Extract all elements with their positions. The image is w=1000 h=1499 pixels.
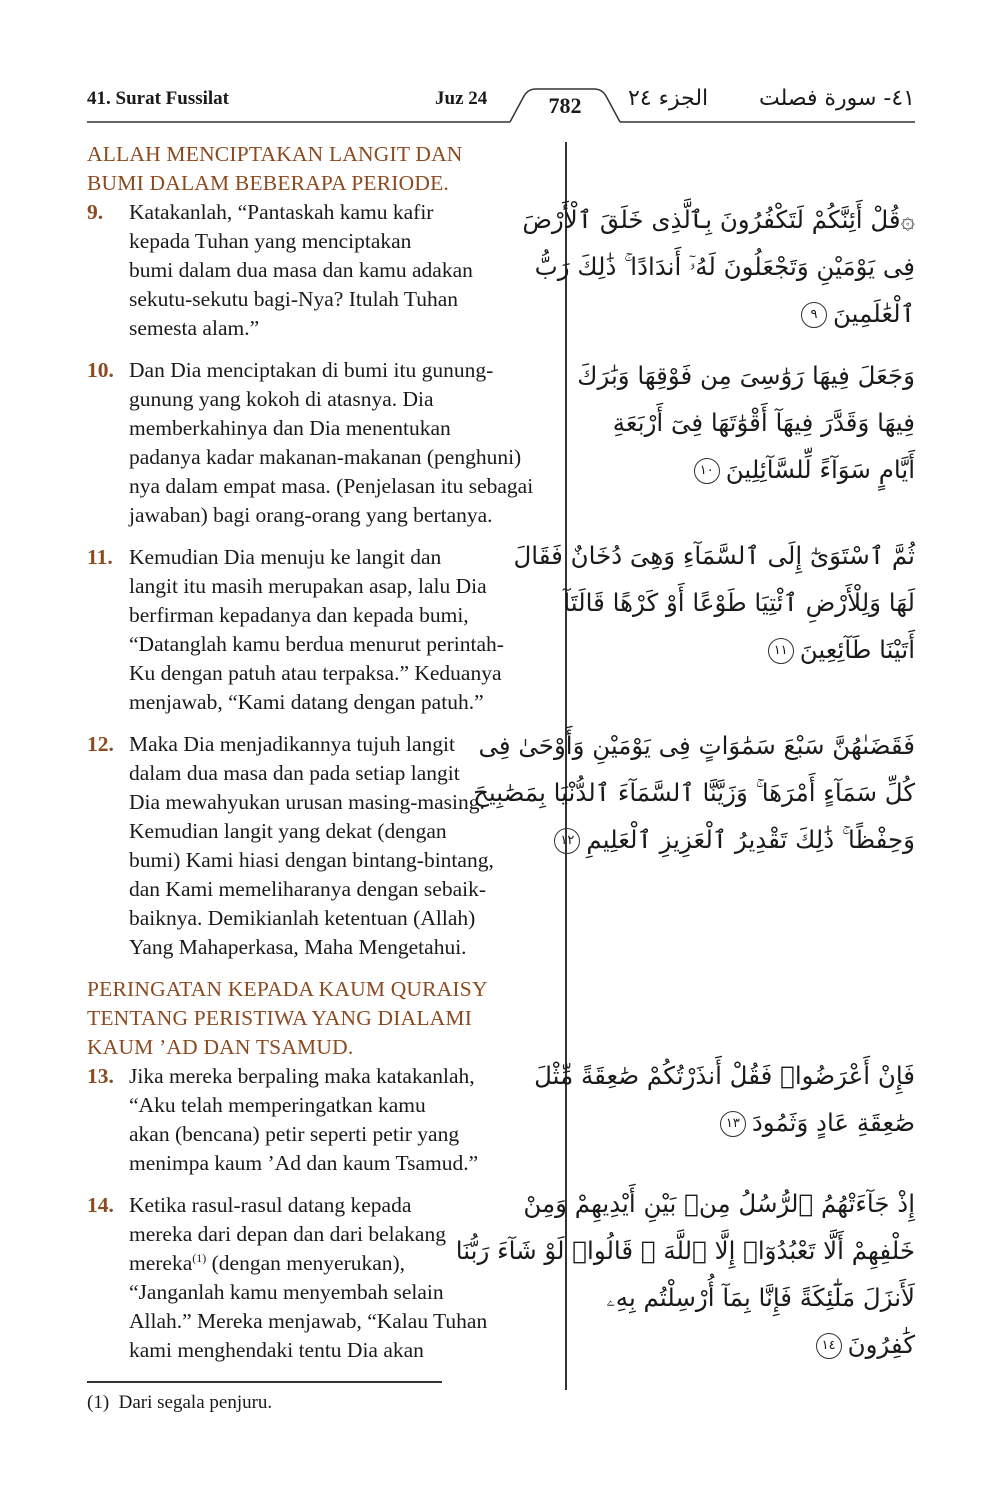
page-header <box>0 0 1000 140</box>
verse-text: Kemudian Dia menuju ke langit dan langit itu masih merupakan asap, lalu Dia berfirman kepadanya dan kepada bumi, “Datanglah kamu berdua menurut perintah- Ku dengan patuh atau terpaksa.” Keduanya menjawab, “Kami datang dengan patuh.” <box>129 545 504 714</box>
juz-label: Juz 24 <box>435 88 488 109</box>
verse-number: 10. <box>87 358 114 382</box>
arabic-verse-13: فَإِنْ أَعْرَضُوا۟ فَقُلْ أَنذَرْتُكُمْ صَٰعِقَةً مِّثْلَ صَٰعِقَةِ عَادٍ وَثَمُودَ١٣ <box>534 1061 915 1137</box>
ayah-end-mark: ١٣ <box>720 1111 746 1137</box>
ayah-end-mark: ١٢ <box>554 828 580 854</box>
verse-11 <box>87 543 557 717</box>
arabic-verse-11: ثُمَّ ٱسْتَوَىٰٓ إِلَى ٱلسَّمَآءِ وَهِىَ دُخَانٌ فَقَالَ لَهَا وَلِلْأَرْضِ ٱئْتِيَا طَوْعًا أَوْ كَرْهًا قَالَتَآ أَتَيْنَا طَآئِعِينَ١١ <box>513 541 915 664</box>
verse-text: Ketika rasul-rasul datang kepada mereka dari depan dan dari belakang mereka$^{(1)}$ (dengan menyerukan), “Janganlah kamu menyembah selain Allah.” Mereka menjawab, “Kalau Tuhan kami menghendaki tentu Dia akan <box>129 1193 488 1362</box>
verse-13 <box>87 1062 557 1178</box>
verse-14 <box>87 1191 557 1365</box>
header-rule <box>0 0 1000 140</box>
ayah-end-mark: ١١ <box>768 638 794 664</box>
section-heading: ALLAH MENCIPTAKAN LANGIT DAN BUMI DALAM BEBERAPA PERIODE. <box>87 142 463 195</box>
page-number: 782 <box>548 93 582 118</box>
surah-title: 41. Surat Fussilat <box>87 88 229 109</box>
ayah-end-mark: ٩ <box>801 302 827 328</box>
verse-number: 9. <box>87 200 104 224</box>
ayah-end-mark: ١٤ <box>816 1333 842 1359</box>
arabic-verse-10: وَجَعَلَ فِيهَا رَوَٰسِىَ مِن فَوْقِهَا وَبَٰرَكَ فِيهَا وَقَدَّرَ فِيهَآ أَقْوَٰتَهَا فِىٓ أَرْبَعَةِ أَيَّامٍ سَوَآءً لِّلسَّآئِلِينَ١٠ <box>577 361 915 484</box>
section-heading: PERINGATAN KEPADA KAUM QURAISY TENTANG PERISTIWA YANG DIALAMI KAUM ’AD DAN TSAMUD. <box>87 977 488 1059</box>
verse-text: Dan Dia menciptakan di bumi itu gunung- gunung yang kokoh di atasnya. Dia memberkahinya dan Dia menentukan padanya kadar makanan-makanan (penghuni) nya dalam empat masa. (Penjelasan itu sebagai jawaban) bagi orang-orang yang bertanya. <box>129 358 534 527</box>
verse-number: 11. <box>87 545 113 569</box>
verse-text: Katakanlah, “Pantaskah kamu kafir kepada Tuhan yang menciptakan bumi dalam dua masa dan kamu adakan sekutu-sekutu bagi-Nya? Itulah Tuhan semesta alam.” <box>129 200 473 340</box>
arabic-verse-14: إِذْ جَآءَتْهُمُ ٱلرُّسُلُ مِنۢ بَيْنِ أَيْدِيهِمْ وَمِنْ خَلْفِهِمْ أَلَّا تَعْبُدُوٓا۟ إِلَّا ٱللَّهَ ۖ قَالُوا۟ لَوْ شَآءَ رَبُّنَا لَأَنزَلَ مَلَٰٓئِكَةً فَإِنَّا بِمَآ أُرْسِلْتُم بِهِۦ كَٰفِرُونَ١٤ <box>455 1189 915 1359</box>
footnote-ref[interactable]: (1) <box>192 1250 207 1265</box>
juz-label-arabic: الجزء ٢٤ <box>628 86 709 111</box>
surah-title-arabic: ٤١- سورة فصلت <box>759 86 915 111</box>
footnote-text: Dari segala penjuru. <box>118 1392 273 1413</box>
ayah-end-mark: ١٠ <box>694 458 720 484</box>
verse-number: 13. <box>87 1064 114 1088</box>
footnote-rule <box>87 1381 442 1383</box>
verse-text: Maka Dia menjadikannya tujuh langit dalam dua masa dan pada setiap langit Dia mewahyukan urusan masing-masing. Kemudian langit yang dekat (dengan bumi) Kami hiasi dengan bintang-bintang, dan Kami memeliharanya dengan sebaik- baiknya. Demikianlah ketentuan (Allah) Yang Mahaperkasa, Maha Mengetahui. <box>129 732 494 959</box>
arabic-verse-9: ۞قُلْ أَئِنَّكُمْ لَتَكْفُرُونَ بِٱلَّذِى خَلَقَ ٱلْأَرْضَ فِى يَوْمَيْنِ وَتَجْعَلُونَ لَهُۥٓ أَندَادًا ۚ ذَٰلِكَ رَبُّ ٱلْعَٰلَمِينَ٩ <box>522 205 915 328</box>
verse-9 <box>87 198 557 343</box>
verse-text: Jika mereka berpaling maka katakanlah, “Aku telah memperingatkan kamu akan (bencana) petir seperti petir yang menimpa kaum ’Ad dan kaum Tsamud.” <box>129 1064 479 1175</box>
footnote <box>87 1392 272 1414</box>
arabic-verse-12: فَقَضَىٰهُنَّ سَبْعَ سَمَٰوَاتٍ فِى يَوْمَيْنِ وَأَوْحَىٰ فِى كُلِّ سَمَآءٍ أَمْرَهَا ۚ وَزَيَّنَّا ٱلسَّمَآءَ ٱلدُّنْيَا بِمَصَٰبِيحَ وَحِفْظًا ۚ ذَٰلِكَ تَقْدِيرُ ٱلْعَزِيزِ ٱلْعَلِيمِ١٢ <box>473 731 915 854</box>
verse-number: 12. <box>87 732 114 756</box>
verse-number: 14. <box>87 1193 114 1217</box>
verse-10 <box>87 356 557 530</box>
footnote-marker: (1) <box>87 1392 110 1413</box>
